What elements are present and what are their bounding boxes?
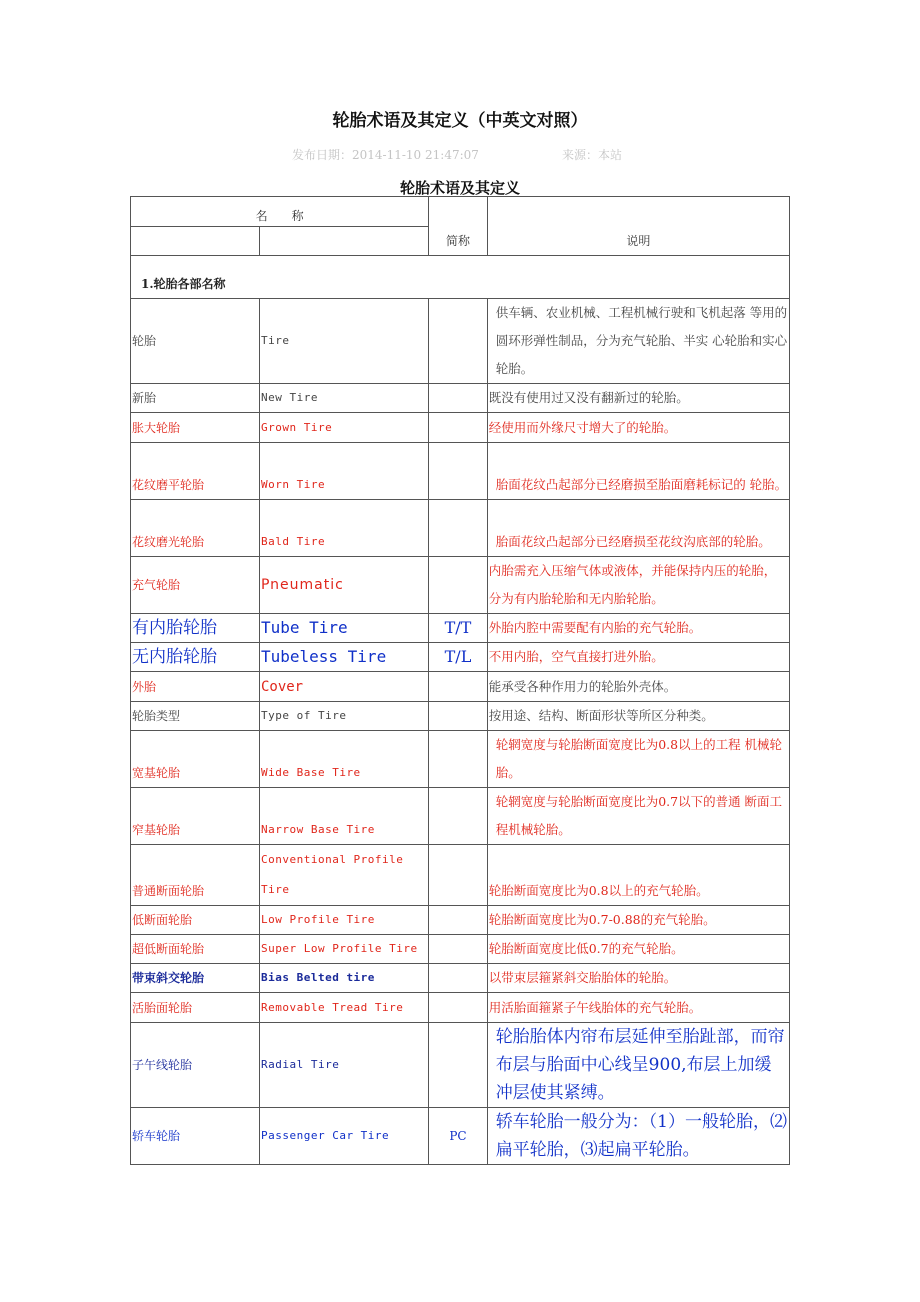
table-row bbox=[131, 964, 790, 993]
term-abbr bbox=[429, 384, 487, 413]
table-row bbox=[131, 906, 790, 935]
term-en: Tube Tire bbox=[259, 614, 428, 643]
header-blank bbox=[131, 227, 260, 256]
term-desc: 不用内胎，空气直接打进外胎。 bbox=[487, 643, 789, 672]
publish-date: 发布日期：2014-11-10 21:47:07 bbox=[292, 148, 479, 162]
term-en: Super Low Profile Tire bbox=[259, 935, 428, 964]
term-cn: 低断面轮胎 bbox=[131, 906, 260, 935]
term-abbr bbox=[429, 299, 487, 384]
term-cn: 轮胎 bbox=[131, 299, 260, 384]
term-cn: 花纹磨光轮胎 bbox=[131, 500, 260, 557]
term-cn: 有内胎轮胎 bbox=[131, 614, 260, 643]
term-abbr bbox=[429, 731, 487, 788]
term-en: Bald Tire bbox=[259, 500, 428, 557]
term-en: Narrow Base Tire bbox=[259, 788, 428, 845]
term-desc: 轮胎断面宽度比为0.8以上的充气轮胎。 bbox=[487, 845, 789, 906]
term-en: Pneumatic bbox=[259, 557, 428, 614]
table-row bbox=[131, 702, 790, 731]
term-cn: 新胎 bbox=[131, 384, 260, 413]
term-abbr bbox=[429, 845, 487, 906]
header-name: 名 称 bbox=[131, 197, 429, 227]
term-en: Bias Belted tire bbox=[259, 964, 428, 993]
term-desc: 既没有使用过又没有翻新过的轮胎。 bbox=[487, 384, 789, 413]
term-cn: 普通断面轮胎 bbox=[131, 845, 260, 906]
term-cn: 宽基轮胎 bbox=[131, 731, 260, 788]
term-desc: 外胎内腔中需要配有内胎的充气轮胎。 bbox=[487, 614, 789, 643]
term-abbr bbox=[429, 964, 487, 993]
header-desc: 说明 bbox=[487, 197, 789, 256]
header-blank bbox=[259, 227, 428, 256]
term-desc: 以带束层箍紧斜交胎胎体的轮胎。 bbox=[487, 964, 789, 993]
term-desc: 轮胎断面宽度比为0.7-0.88的充气轮胎。 bbox=[487, 906, 789, 935]
term-en: Type of Tire bbox=[259, 702, 428, 731]
term-abbr bbox=[429, 993, 487, 1023]
term-abbr: T/L bbox=[429, 643, 487, 672]
term-desc: 按用途、结构、断面形状等所区分种类。 bbox=[487, 702, 789, 731]
term-abbr bbox=[429, 1023, 487, 1108]
term-cn: 窄基轮胎 bbox=[131, 788, 260, 845]
table-title: 轮胎术语及其定义 bbox=[399, 179, 520, 197]
term-en: Cover bbox=[259, 672, 428, 702]
term-desc: 供车辆、农业机械、工程机械行驶和飞机起落 等用的圆环形弹性制品，分为充气轮胎、半实 心轮胎和实心轮胎。 bbox=[487, 299, 789, 384]
table-row bbox=[131, 413, 790, 443]
table-row bbox=[131, 557, 790, 614]
term-cn: 胀大轮胎 bbox=[131, 413, 260, 443]
term-en: Conventional Profile Tire bbox=[259, 845, 428, 906]
term-cn: 轿车轮胎 bbox=[131, 1108, 260, 1165]
table-row bbox=[131, 1108, 790, 1165]
document-title: 轮胎术语及其定义（中英文对照） bbox=[332, 111, 588, 131]
term-cn: 活胎面轮胎 bbox=[131, 993, 260, 1023]
term-abbr: T/T bbox=[429, 614, 487, 643]
table-row bbox=[131, 845, 790, 906]
term-en: Radial Tire bbox=[259, 1023, 428, 1108]
table-row bbox=[131, 299, 790, 384]
table-row bbox=[131, 500, 790, 557]
source: 来源：本站 bbox=[562, 148, 623, 162]
term-cn: 外胎 bbox=[131, 672, 260, 702]
term-desc: 轮辋宽度与轮胎断面宽度比为0.8以上的工程 机械轮胎。 bbox=[487, 731, 789, 788]
term-en: New Tire bbox=[259, 384, 428, 413]
term-desc: 胎面花纹凸起部分已经磨损至花纹沟底部的轮胎。 bbox=[487, 500, 789, 557]
term-cn: 子午线轮胎 bbox=[131, 1023, 260, 1108]
term-en: Tubeless Tire bbox=[259, 643, 428, 672]
term-en: Passenger Car Tire bbox=[259, 1108, 428, 1165]
table-row bbox=[131, 672, 790, 702]
term-desc: 经使用而外缘尺寸增大了的轮胎。 bbox=[487, 413, 789, 443]
term-en: Removable Tread Tire bbox=[259, 993, 428, 1023]
table-row bbox=[131, 731, 790, 788]
terms-table bbox=[130, 196, 790, 1165]
table-row bbox=[131, 993, 790, 1023]
term-cn: 带束斜交轮胎 bbox=[131, 964, 260, 993]
term-desc: 能承受各种作用力的轮胎外壳体。 bbox=[487, 672, 789, 702]
table-row bbox=[131, 443, 790, 500]
term-abbr: PC bbox=[429, 1108, 487, 1165]
term-en: Wide Base Tire bbox=[259, 731, 428, 788]
term-desc: 用活胎面箍紧子午线胎体的充气轮胎。 bbox=[487, 993, 789, 1023]
term-en: Grown Tire bbox=[259, 413, 428, 443]
term-abbr bbox=[429, 702, 487, 731]
table-row bbox=[131, 643, 790, 672]
table-row bbox=[131, 614, 790, 643]
term-abbr bbox=[429, 413, 487, 443]
term-abbr bbox=[429, 443, 487, 500]
header-abbr: 简称 bbox=[429, 197, 487, 256]
term-desc: 轮胎胎体内帘布层延伸至胎趾部，而帘布层与胎面中心线呈900,布层上加缓冲层使其紧缚。 bbox=[487, 1023, 789, 1108]
term-abbr bbox=[429, 935, 487, 964]
term-en: Tire bbox=[259, 299, 428, 384]
term-desc: 轿车轮胎一般分为：（1）一般轮胎，⑵扁平轮胎，⑶起扁平轮胎。 bbox=[487, 1108, 789, 1165]
term-abbr bbox=[429, 500, 487, 557]
table-row bbox=[131, 384, 790, 413]
term-cn: 充气轮胎 bbox=[131, 557, 260, 614]
term-cn: 超低断面轮胎 bbox=[131, 935, 260, 964]
term-abbr bbox=[429, 788, 487, 845]
term-abbr bbox=[429, 906, 487, 935]
term-en: Worn Tire bbox=[259, 443, 428, 500]
table-row bbox=[131, 935, 790, 964]
term-desc: 胎面花纹凸起部分已经磨损至胎面磨耗标记的 轮胎。 bbox=[487, 443, 789, 500]
term-abbr bbox=[429, 672, 487, 702]
section-heading: 1.轮胎各部名称 bbox=[131, 256, 790, 299]
term-en: Low Profile Tire bbox=[259, 906, 428, 935]
table-row bbox=[131, 1023, 790, 1108]
term-cn: 轮胎类型 bbox=[131, 702, 260, 731]
term-cn: 花纹磨平轮胎 bbox=[131, 443, 260, 500]
term-cn: 无内胎轮胎 bbox=[131, 643, 260, 672]
term-desc: 轮胎断面宽度比低0.7的充气轮胎。 bbox=[487, 935, 789, 964]
term-desc: 轮辋宽度与轮胎断面宽度比为0.7以下的普通 断面工程机械轮胎。 bbox=[487, 788, 789, 845]
table-row bbox=[131, 788, 790, 845]
term-abbr bbox=[429, 557, 487, 614]
term-desc: 内胎需充入压缩气体或液体，并能保持内压的轮胎，分为有内胎轮胎和无内胎轮胎。 bbox=[487, 557, 789, 614]
